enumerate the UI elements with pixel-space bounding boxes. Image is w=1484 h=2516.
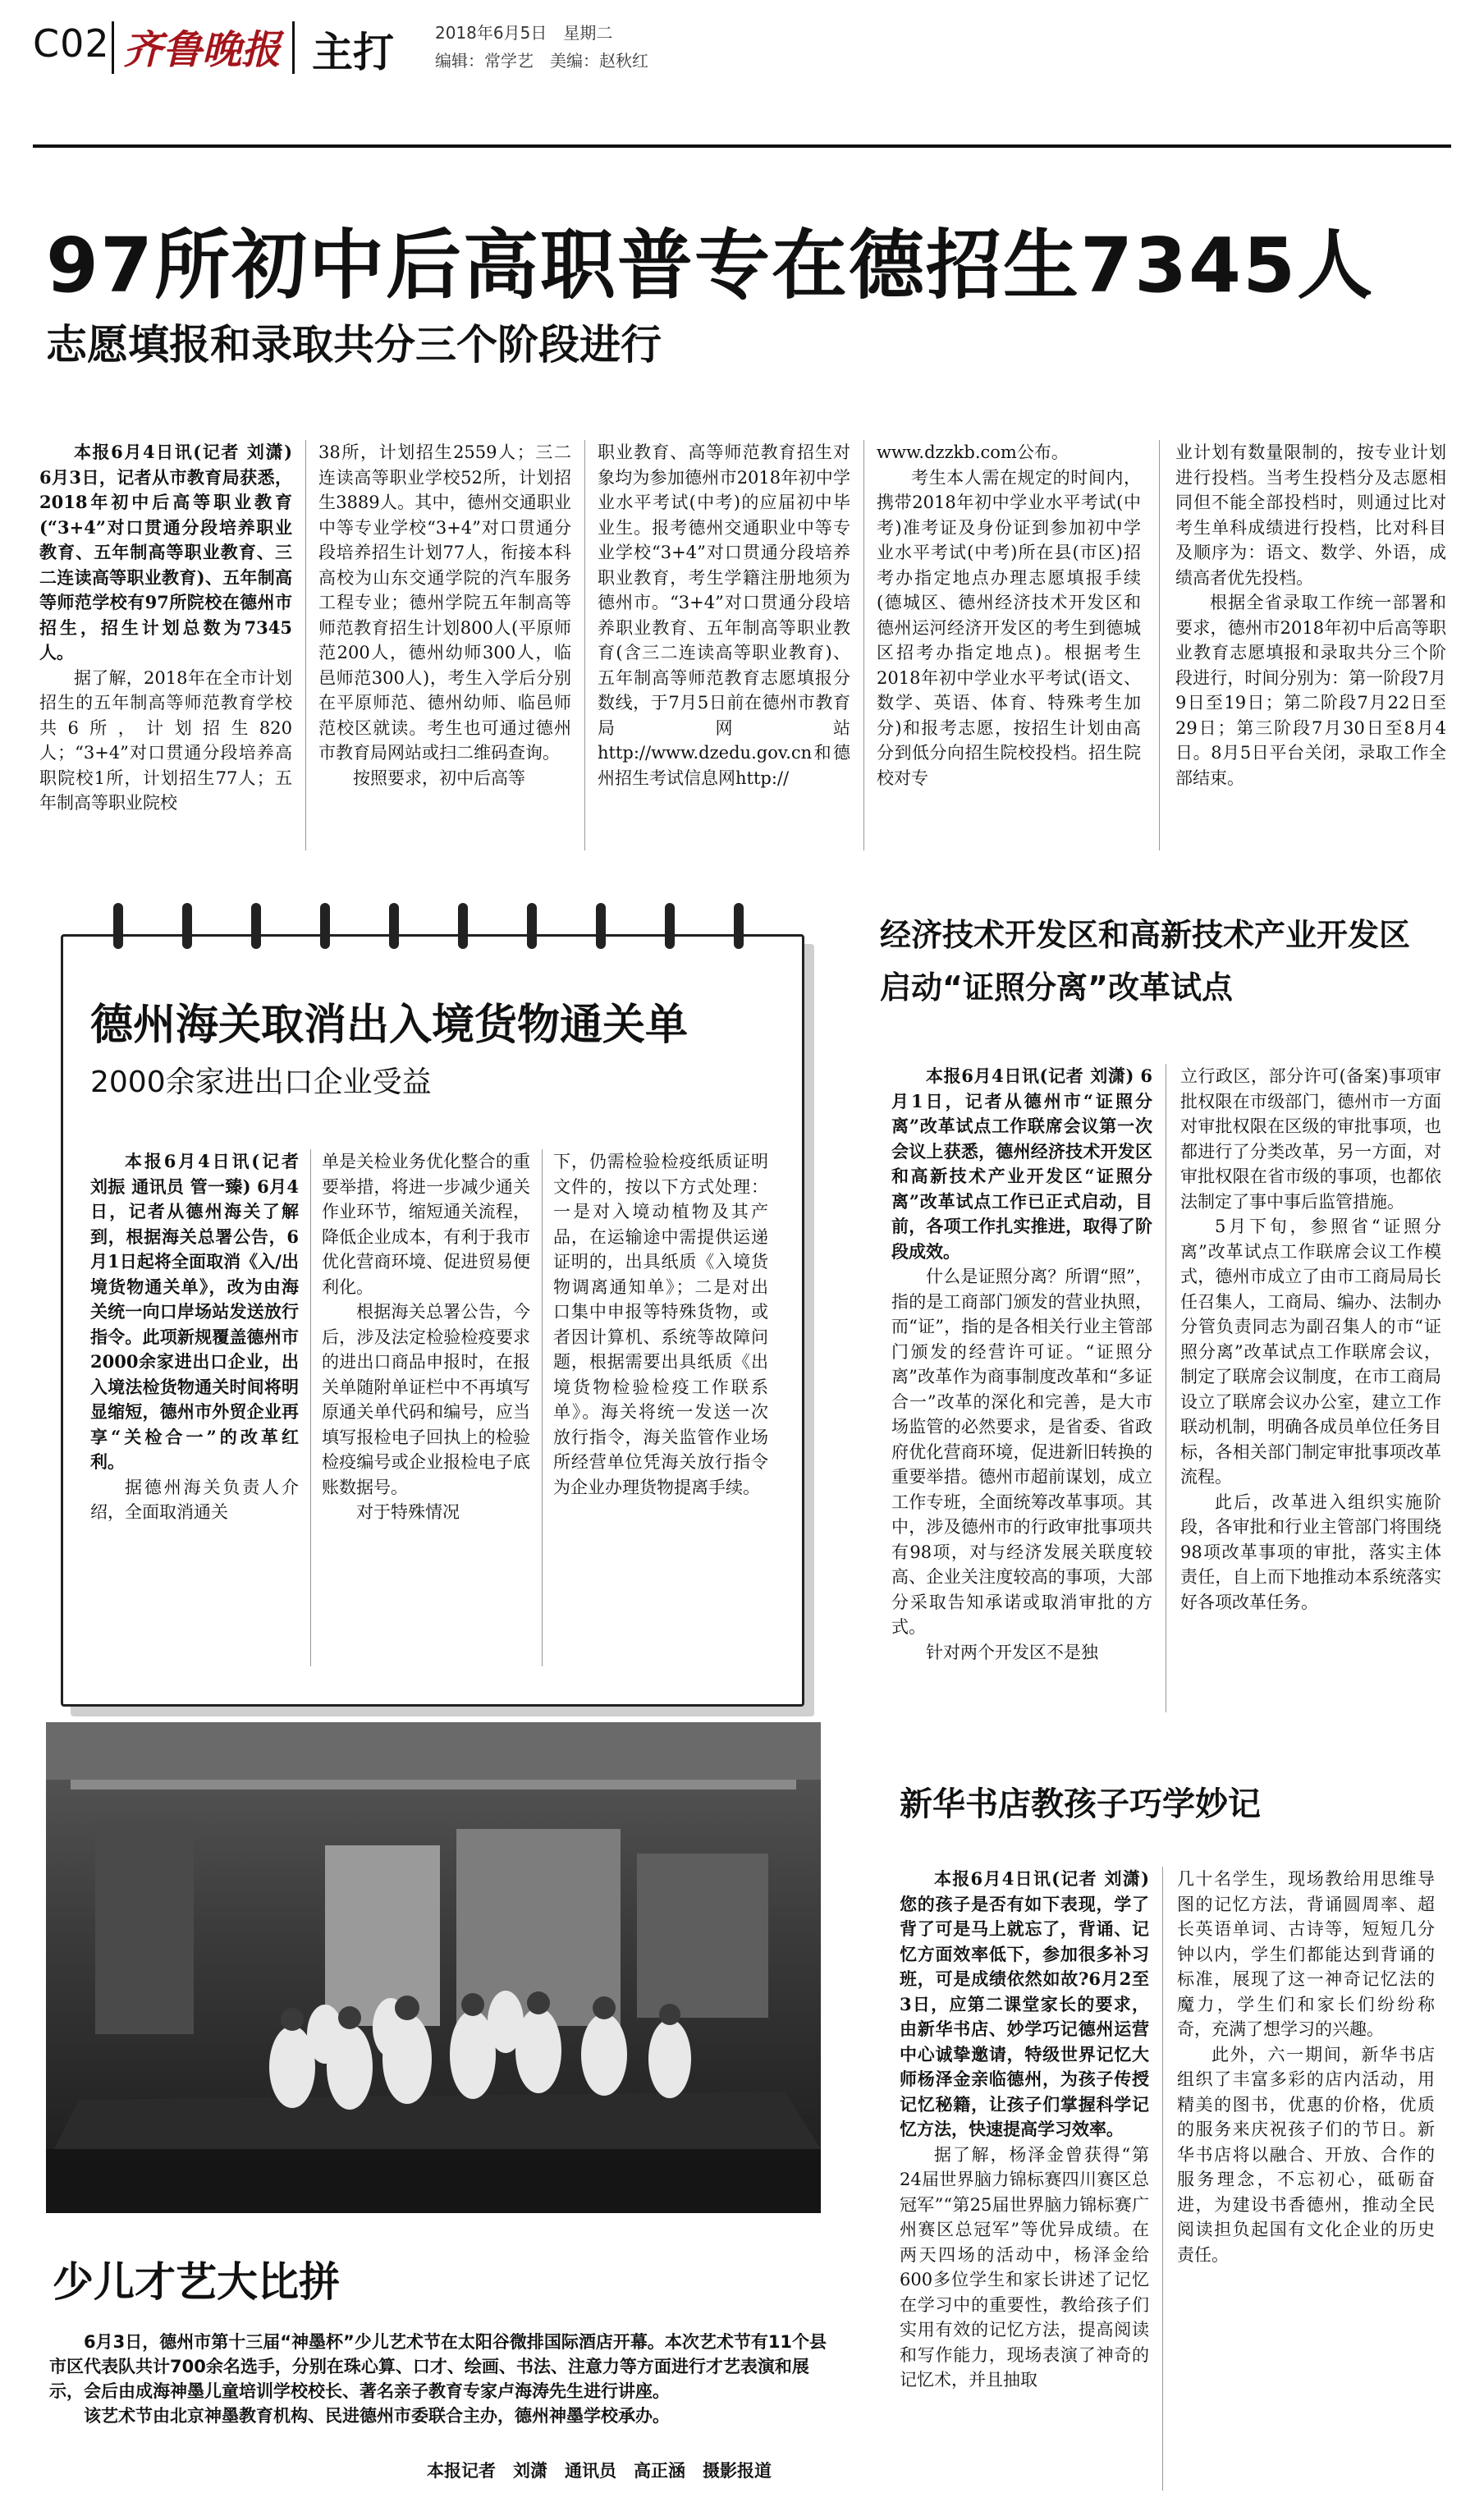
editor-credit: 编辑：常学艺 美编：赵秋红	[435, 51, 648, 71]
notebook-ring-icon	[113, 903, 123, 949]
paragraph: 5月下旬，参照省“证照分离”改革试点工作联席会议工作模式，德州市成立了由市工商局局长任召集人，工商局、编办、法制办分管负责同志为副召集人的市“证照分离”改革试点工作联席会议，制定了联席会议制度，在市工商局设立了联席会议办公室，建立工作联动机制，明确各成员单位任务目标，各相关部门制定审批事项改革流程。	[1180, 1217, 1441, 1487]
paragraph: 立行政区，部分许可(备案)事项审批权限在市级部门，德州市一方面对审批权限在区级的审批事项，也都进行了分类改革，另一方面，对审批权限在省市级的事项，也都依法制定了事中事后监管措施。	[1180, 1066, 1441, 1212]
paragraph: 本报6月4日讯(记者 刘振 通讯员 管一臻) 6月4日，记者从德州海关了解到，根据海关总署公告，6月1日起将全面取消《入/出境货物通关单》，改为由海关统一向口岸场站发送放行指令。此项新规覆盖德州市2000余家进出口企业，出入境法检货物通关时间将明显缩短，德州市外贸企业再享“关检合一”的改革红利。	[90, 1151, 299, 1472]
devzone-column-2	[1180, 1064, 1441, 1721]
photo-credit: 本报记者 刘潇 通讯员 高正涵 摄影报道	[427, 2461, 772, 2481]
newspaper-logo: 齐鲁晚报	[123, 27, 282, 73]
paragraph: 下，仍需检验检疫纸质证明文件的，按以下方式处理：一是对入境动植物及其产品，在运输途中需提供运递证明的，出具纸质《入境货物调离通知单》；二是对出口集中申报等特殊货物，或者因计算机、系统等故障问题，根据需要出具纸质《出境货物检验检疫工作联系单》。海关将统一发送一次放行指令，海关监管作业场所经营单位凭海关放行指令为企业办理货物提离手续。	[553, 1152, 768, 1497]
column-divider	[1159, 440, 1160, 850]
paragraph: 本报6月4日讯(记者 刘潇) 6月1日，记者从德州市“证照分离”改革试点工作联席会议第一次会议上获悉，德州经济技术开发区和高新技术产业开发区“证照分离”改革试点工作已正式启动，目前，各项工作扎实推进，取得了阶段成效。	[891, 1066, 1152, 1262]
paragraph: 针对两个开发区不是独	[926, 1642, 1098, 1662]
column-divider	[584, 440, 585, 850]
paragraph: 本报6月4日讯(记者 刘潇) 6月3日，记者从市教育局获悉，2018年初中后高等职业教育(“3+4”对口贯通分段培养职业教育、五年制高等职业教育、三二连读高等职业教育)、五年制高等师范学校有97所院校在德州市招生，招生计划总数为7345人。	[39, 442, 292, 662]
header-divider	[292, 21, 295, 74]
devzone-headline-line-1: 经济技术开发区和高新技术产业开发区	[880, 917, 1411, 953]
paragraph: 职业教育、高等师范教育招生对象均为参加德州市2018年初中学业水平考试(中考)的应届初中毕业生。报考德州交通职业中等专业学校“3+4”对口贯通分段培养职业教育，考生学籍注册地须为德州市。“3+4”对口贯通分段培养职业教育、五年制高等职业教育(含三二连读高等职业教育)、五年制高等师范教育志愿填报分数线，于7月5日前在德州市教育局网站http://www.dzedu.gov.cn和德州招生考试信息网http://	[598, 442, 850, 788]
notebook-ring-icon	[182, 903, 192, 949]
main-article-column-1	[39, 440, 292, 859]
bookstore-column-1	[900, 1867, 1149, 2499]
devzone-headline-line-2: 启动“证照分离”改革试点	[880, 969, 1233, 1006]
customs-column-1	[90, 1149, 299, 1675]
paragraph: 本报6月4日讯(记者 刘潇) 您的孩子是否有如下表现，学了背了可是马上就忘了，背诵、记忆方面效率低下，参加很多补习班，可是成绩依然如故?6月2至3日，应第二课堂家长的要求，由新华书店、妙学巧记德州运营中心诚挚邀请，特级世界记忆大师杨泽金亲临德州，为孩子传授记忆秘籍，让孩子们掌握科学记忆方法，快速提高学习效率。	[900, 1868, 1149, 2139]
paragraph: 对于特殊情况	[356, 1502, 460, 1522]
header-divider	[112, 21, 114, 74]
column-divider	[1162, 1867, 1163, 2491]
customs-headline: 德州海关取消出入境货物通关单	[90, 1001, 689, 1050]
notebook-ring-icon	[527, 903, 537, 949]
page-number: C02	[33, 21, 110, 66]
paragraph: 根据全省录取工作统一部署和要求，德州市2018年初中后高等职业教育志愿填报和录取共分三个阶段进行，时间分别为：第一阶段7月9日至19日；第二阶段7月22日至29日；第三阶段7月30日至8月4日。8月5日平台关闭，录取工作全部结束。	[1175, 593, 1446, 788]
photo-headline: 少儿才艺大比拼	[53, 2258, 340, 2306]
column-divider	[310, 1149, 311, 1666]
customs-subheadline: 2000余家进出口企业受益	[90, 1066, 432, 1099]
performance-photo	[46, 1722, 821, 2213]
header-rule	[33, 144, 1451, 148]
paragraph: 业计划有数量限制的，按专业计划进行投档。当考生投档分及志愿相同但不能全部投档时，则通过比对考生单科成绩进行投档，比对科目及顺序为：语文、数学、外语，成绩高者优先投档。	[1175, 442, 1446, 588]
notebook-ring-icon	[251, 903, 261, 949]
paragraph: www.dzzkb.com公布。	[877, 442, 1069, 462]
paragraph: 38所，计划招生2559人；三二连读高等职业学校52所，计划招生3889人。其中，德州交通职业中等专业学校“3+4”对口贯通分段培养招生计划77人，衔接本科高校为山东交通学院的汽车服务工程专业；德州学院五年制高等师范教育招生计划800人(平原师范200人，德州幼师300人，临邑师范300人)，考生入学后分别在平原师范、德州幼师、临邑师范校区就读。考生也可通过德州市教育局网站或扫二维码查询。	[318, 442, 571, 763]
paragraph: 据德州海关负责人介绍，全面取消通关	[90, 1477, 299, 1522]
paragraph: 几十名学生，现场教给用思维导图的记忆方法，背诵圆周率、超长英语单词、古诗等，短短几分钟以内，学生们都能达到背诵的标准，展现了这一神奇记忆法的魔力，学生们和家长们纷纷称奇，充满了想学习的兴趣。	[1177, 1869, 1435, 2039]
paragraph: 单是关检业务优化整合的重要举措，将进一步减少通关作业环节，缩短通关流程，降低企业成本，有利于我市优化营商环境、促进贸易便利化。	[322, 1152, 530, 1297]
column-divider	[542, 1149, 543, 1666]
bookstore-column-2	[1177, 1867, 1435, 2499]
issue-date: 2018年6月5日 星期二	[435, 23, 613, 43]
paragraph: 考生本人需在规定的时间内，携带2018年初中学业水平考试(中考)准考证及身份证到参加初中学业水平考试(中考)所在县(市区)招考办指定地点办理志愿填报手续(德城区、德州经济技术开发区和德州运河经济开发区的考生到德城区招考办指定地点)。根据考生2018年初中学业水平考试(语文、数学、英语、体育、特殊考生加分)和报考志愿，按招生计划由高分到低分向招生院校投档。招生院校对专	[877, 467, 1141, 788]
notebook-ring-icon	[458, 903, 468, 949]
customs-column-3	[553, 1149, 768, 1675]
notebook-ring-icon	[389, 903, 399, 949]
column-divider	[305, 440, 306, 850]
column-divider	[863, 440, 864, 850]
devzone-column-1	[891, 1064, 1152, 1721]
main-headline: 97所初中后高职普专在德招生7345人	[46, 222, 1375, 309]
paragraph: 什么是证照分离？所谓“照”，指的是工商部门颁发的营业执照，而“证”，指的是各相关行业主管部门颁发的经营许可证。“证照分离”改革作为商事制度改革和“多证合一”改革的深化和完善，是大市场监管的必然要求，是省委、省政府优化营商环境，促进新旧转换的重要举措。德州市超前谋划，成立工作专班，全面统筹改革事项。其中，涉及德州市的行政审批事项共有98项，对与经济发展关联度较高、企业关注度较高的事项，大部分采取告知承诺或取消审批的方式。	[891, 1267, 1152, 1637]
main-article-column-3	[598, 440, 850, 859]
section-name: 主打	[312, 29, 394, 76]
main-article-column-2	[318, 440, 571, 859]
notebook-ring-icon	[665, 903, 675, 949]
caption-paragraph: 6月3日，德州市第十三届“神墨杯”少儿艺术节在太阳谷微排国际酒店开幕。本次艺术节有11个县市区代表队共计700余名选手，分别在珠心算、口才、绘画、书法、注意力等方面进行才艺表演和展示，会后由成海神墨儿童培训学校校长、著名亲子教育专家卢海涛先生进行讲座。	[49, 2332, 827, 2401]
notebook-ring-icon	[734, 903, 744, 949]
paragraph: 按照要求，初中后高等	[353, 768, 525, 788]
notebook-ring-icon	[320, 903, 330, 949]
main-article-column-4	[877, 440, 1141, 859]
paragraph: 此后，改革进入组织实施阶段，各审批和行业主管部门将围绕98项改革事项的审批，落实主体责任，自上而下地推动本系统落实好各项改革任务。	[1180, 1492, 1441, 1612]
paragraph: 根据海关总署公告，今后，涉及法定检验检疫要求的进出口商品申报时，在报关单随附单证栏中不再填写原通关单代码和编号，应当填写报检电子回执上的检验检疫编号或企业报检电子底账数据号。	[322, 1302, 530, 1497]
main-subheadline: 志愿填报和录取共分三个阶段进行	[46, 321, 662, 369]
stage-performance-image	[46, 1722, 821, 2213]
photo-caption	[49, 2330, 837, 2428]
main-article-column-5	[1175, 440, 1446, 859]
bookstore-headline: 新华书店教孩子巧学妙记	[900, 1785, 1261, 1823]
paragraph: 据了解，杨泽金曾获得“第24届世界脑力锦标赛四川赛区总冠军”“第25届世界脑力锦标赛广州赛区总冠军”等优异成绩。在两天四场的活动中，杨泽金给600多位学生和家长讲述了记忆在学习中的重要性，教给孩子们实用有效的记忆方法，提高阅读和写作能力，现场表演了神奇的记忆术，并且抽取	[900, 2144, 1149, 2390]
notebook-ring-icon	[596, 903, 606, 949]
paragraph: 据了解，2018年在全市计划招生的五年制高等师范教育学校共6所，计划招生820人；“3+4”对口贯通分段培养高职院校1所，计划招生77人；五年制高等职业院校	[39, 667, 292, 813]
paragraph: 此外，六一期间，新华书店组织了丰富多彩的店内活动，用精美的图书，优惠的价格，优质的服务来庆祝孩子们的节日。新华书店将以融合、开放、合作的服务理念，不忘初心，砥砺奋进，为建设书香德州，推动全民阅读担负起国有文化企业的历史责任。	[1177, 2044, 1435, 2265]
customs-column-2	[322, 1149, 530, 1675]
caption-paragraph: 该艺术节由北京神墨教育机构、民进德州市委联合主办，德州神墨学校承办。	[84, 2406, 670, 2426]
